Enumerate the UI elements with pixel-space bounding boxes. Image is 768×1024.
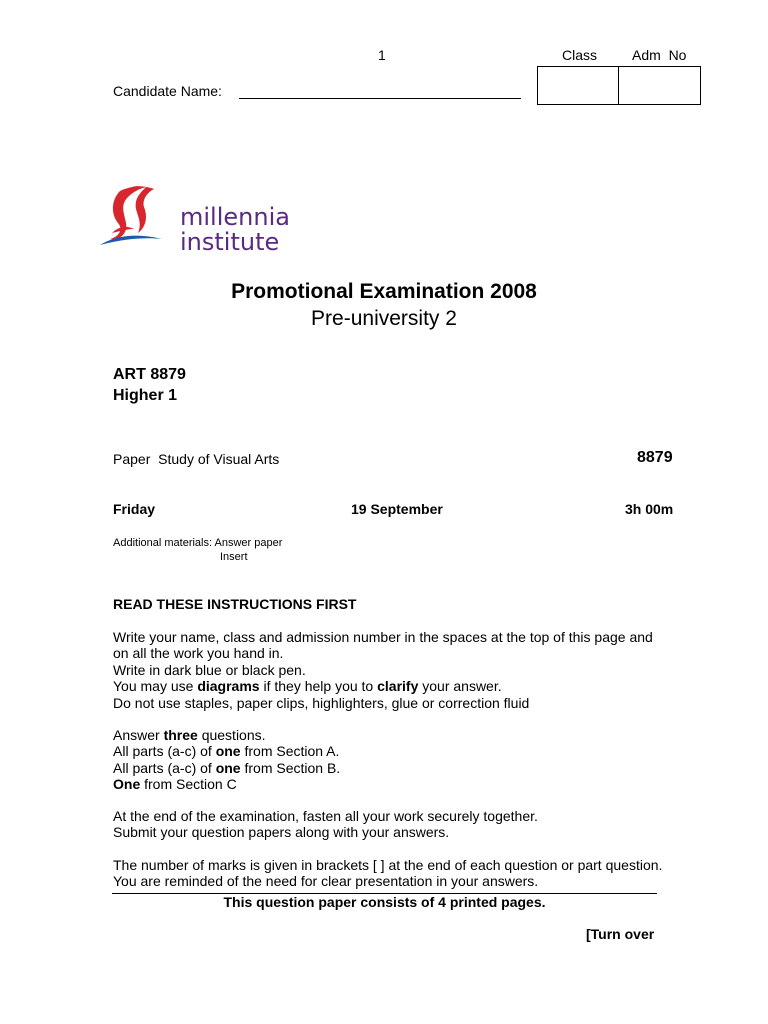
turn-over-note: [Turn over: [586, 926, 655, 942]
instructions-marks: [113, 857, 673, 890]
exam-title: Promotional Examination 2008: [231, 280, 537, 303]
instruction-line: At the end of the examination, fasten all your work securely together.: [113, 808, 538, 824]
instruction-line: Write your name, class and admission number in the spaces at the top of this page and: [113, 629, 653, 645]
instructions-answering: [113, 727, 673, 793]
instruction-line: Do not use staples, paper clips, highlighters, glue or correction fluid: [113, 694, 530, 711]
logo-blue-wave-icon: [100, 236, 162, 245]
instructions-heading: READ THESE INSTRUCTIONS FIRST: [113, 596, 357, 612]
instruction-line: One from Section C: [113, 776, 237, 793]
instruction-line: Write in dark blue or black pen.: [113, 661, 306, 678]
instruction-line: The number of marks is given in brackets [ ] at the end of each question or part question.: [113, 857, 663, 873]
instruction-line: You may use diagrams if they help you to clarify your answer.: [113, 678, 502, 695]
admission-number-box: [618, 66, 701, 105]
logo-text-institute: institute: [180, 228, 280, 256]
additional-materials-insert: Insert: [220, 551, 248, 563]
instruction-line: All parts (a-c) of one from Section B.: [113, 759, 341, 776]
paper-code: 8879: [637, 449, 673, 466]
instruction-line: Submit your question papers along with your answers.: [113, 824, 450, 841]
instruction-line: Answer three questions.: [113, 727, 266, 743]
candidate-name-label: Candidate Name:: [113, 83, 222, 99]
admission-number-label: Adm No: [632, 47, 687, 63]
subject-level: Higher 1: [113, 387, 178, 404]
paper-title: Paper Study of Visual Arts: [113, 451, 280, 467]
additional-materials: Additional materials: Answer paper: [113, 537, 283, 549]
instructions-general: [113, 629, 673, 711]
instructions-submission: [113, 808, 673, 841]
subject-code: ART 8879: [113, 366, 186, 383]
printed-pages-note: This question paper consists of 4 printed pages.: [223, 894, 546, 910]
page-number: 1: [378, 47, 386, 63]
class-label: Class: [562, 47, 598, 63]
exam-duration: 3h 00m: [625, 501, 674, 517]
instruction-line: You are reminded of the need for clear presentation in your answers.: [113, 873, 539, 890]
instruction-line: All parts (a-c) of one from Section A.: [113, 743, 340, 760]
candidate-name-line: [239, 98, 521, 99]
instruction-line: on all the work you hand in.: [113, 645, 284, 662]
exam-day: Friday: [113, 501, 156, 517]
millennia-institute-logo: [98, 183, 298, 258]
exam-date: 19 September: [351, 501, 443, 517]
logo-text-millennia: millennia: [180, 203, 290, 231]
exam-subtitle: Pre-university 2: [311, 307, 457, 330]
class-box: [537, 66, 619, 105]
